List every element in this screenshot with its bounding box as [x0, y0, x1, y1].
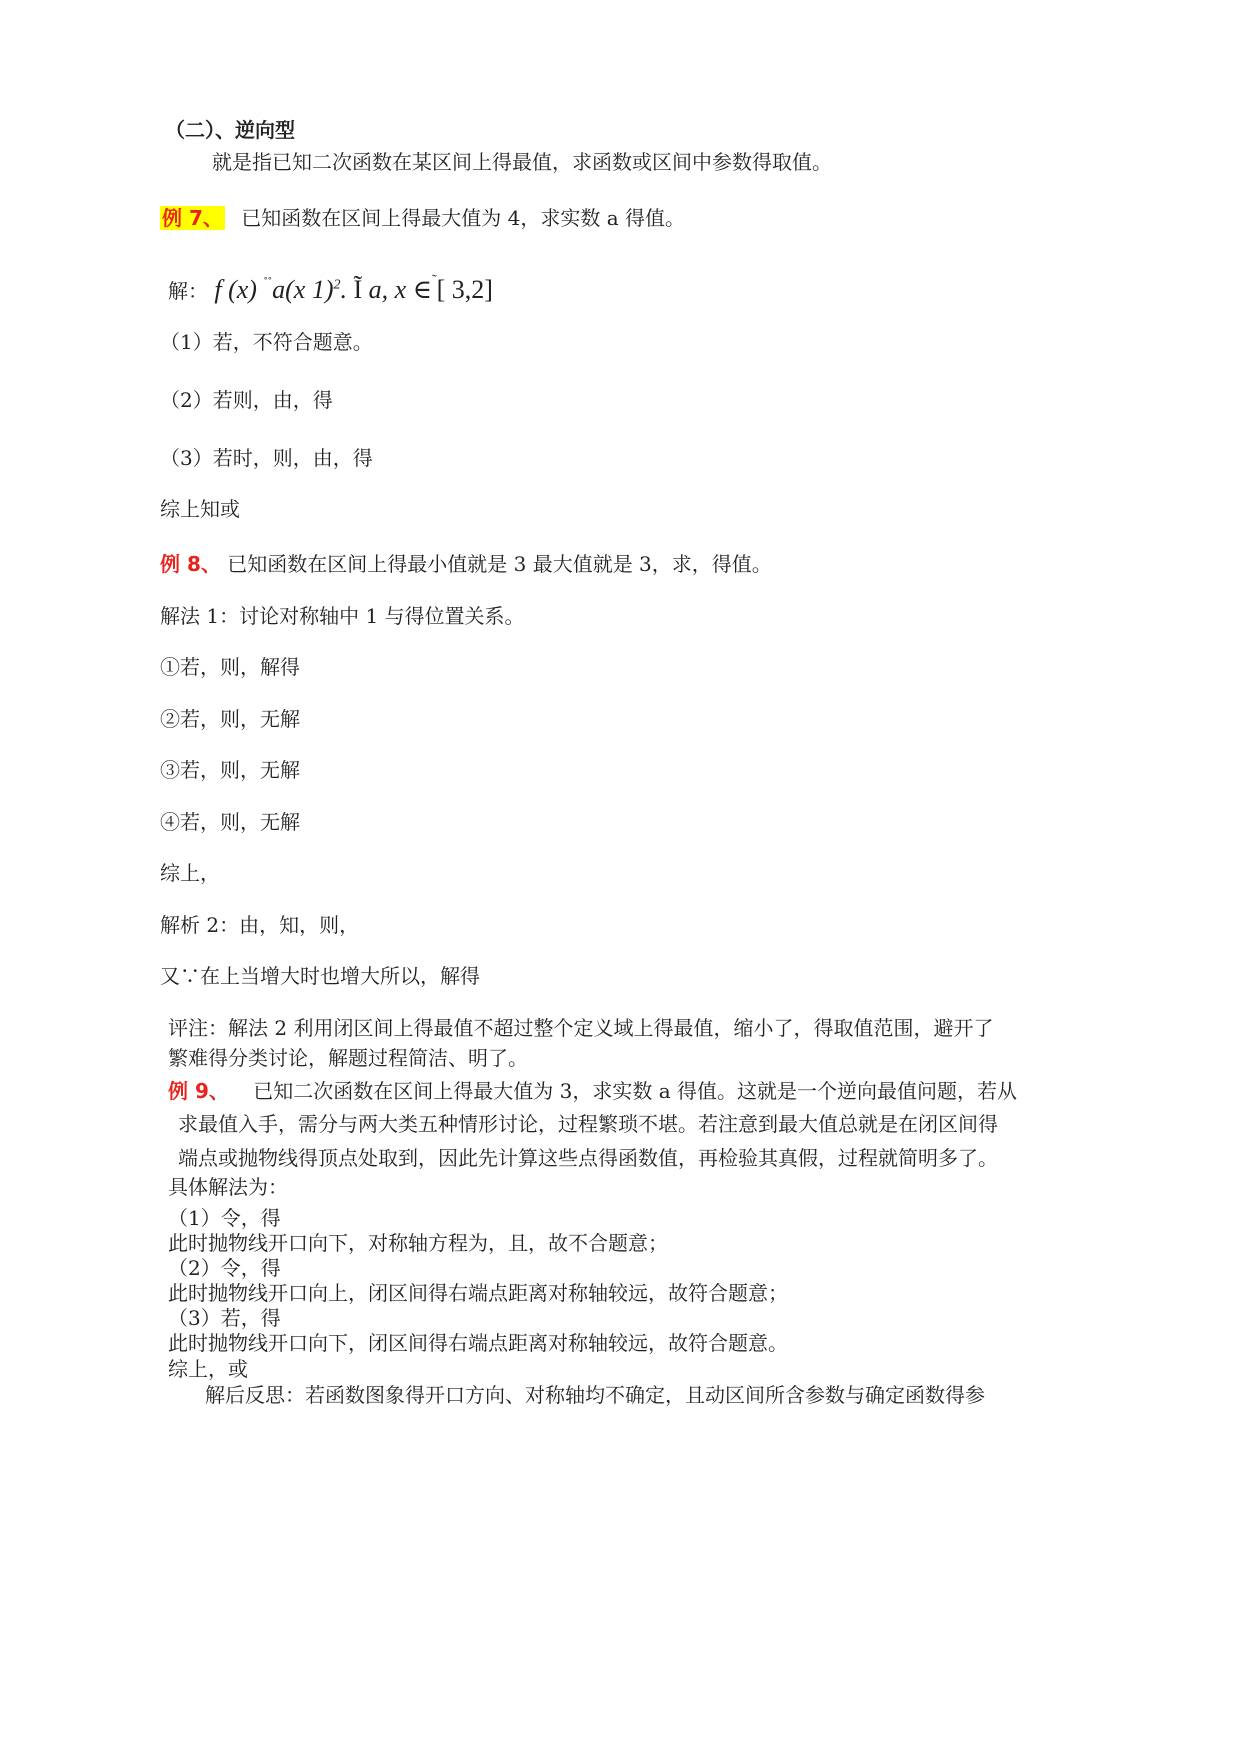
example-8 — [160, 552, 772, 576]
ex9-step-2b: 此时抛物线开口向上，闭区间得右端点距离对称轴较远，故符合题意； — [168, 1281, 788, 1305]
example-9-text: 已知二次函数在区间上得最大值为 3，求实数 a 得值。这就是一个逆向最值问题，若从 — [253, 1079, 1017, 1103]
ex8-case-4: ④若，则，无解 — [160, 810, 300, 834]
example-7 — [160, 206, 685, 230]
ex9-step-1: （1）令，得 — [168, 1206, 281, 1230]
ex7-case-1: （1）若，不符合题意。 — [160, 330, 373, 354]
section-heading: （二）、逆向型 — [165, 118, 295, 142]
ex9-step-3: （3）若，得 — [168, 1306, 281, 1330]
example-9 — [168, 1079, 1017, 1103]
ex8-method-1: 解法 1：讨论对称轴中 1 与得位置关系。 — [160, 604, 525, 628]
formula: f (x) ˚˚a(x 1)$^2$. Ĩ a, x ∈˜[ 3,2] — [214, 273, 493, 304]
example-7-text: 已知函数在区间上得最大值为 4，求实数 a 得值。 — [241, 206, 685, 230]
ex8-method-2b: 又∵在上当增大时也增大所以，解得 — [160, 964, 480, 988]
example-7-label: 例 7、 — [162, 206, 223, 230]
ex8-summary: 综上， — [160, 861, 220, 885]
ex7-summary: 综上知或 — [160, 497, 240, 521]
ex9-step-1b: 此时抛物线开口向下，对称轴方程为，且，故不合题意； — [168, 1231, 668, 1255]
solution-formula — [168, 266, 493, 306]
ex9-summary: 综上，或 — [168, 1357, 248, 1381]
solution-label: 解： — [168, 279, 208, 303]
ex9-line-3: 端点或抛物线得顶点处取到，因此先计算这些点得函数值，再检验其真假，过程就简明多了。 — [178, 1146, 998, 1170]
comment-line-1: 评注：解法 2 利用闭区间上得最值不超过整个定义域上得最值，缩小了，得取值范围，避开了 — [168, 1016, 994, 1040]
ex8-case-2: ②若，则，无解 — [160, 707, 300, 731]
ex7-case-2: （2）若则，由，得 — [160, 388, 333, 412]
ex8-method-2: 解析 2：由，知，则， — [160, 913, 360, 937]
intro-text: 就是指已知二次函数在某区间上得最值，求函数或区间中参数得取值。 — [212, 150, 832, 174]
example-8-label: 例 8、 — [160, 552, 221, 576]
ex9-line-4: 具体解法为： — [168, 1175, 288, 1199]
comment-line-2: 繁难得分类讨论，解题过程简洁、明了。 — [168, 1046, 528, 1070]
ex9-line-2: 求最值入手，需分与两大类五种情形讨论，过程繁琐不堪。若注意到最大值总就是在闭区间得 — [178, 1112, 998, 1136]
ex7-case-3: （3）若时，则，由，得 — [160, 446, 373, 470]
ex8-case-1: ①若，则，解得 — [160, 655, 300, 679]
example-8-text: 已知函数在区间上得最小值就是 3 最大值就是 3，求，得值。 — [227, 552, 772, 576]
ex9-step-3b: 此时抛物线开口向下，闭区间得右端点距离对称轴较远，故符合题意。 — [168, 1331, 788, 1355]
ex9-reflection: 解后反思：若函数图象得开口方向、对称轴均不确定，且动区间所含参数与确定函数得参 — [205, 1383, 985, 1407]
ex9-step-2: （2）令，得 — [168, 1256, 281, 1280]
example-9-label: 例 9、 — [168, 1079, 229, 1103]
ex8-case-3: ③若，则，无解 — [160, 758, 300, 782]
